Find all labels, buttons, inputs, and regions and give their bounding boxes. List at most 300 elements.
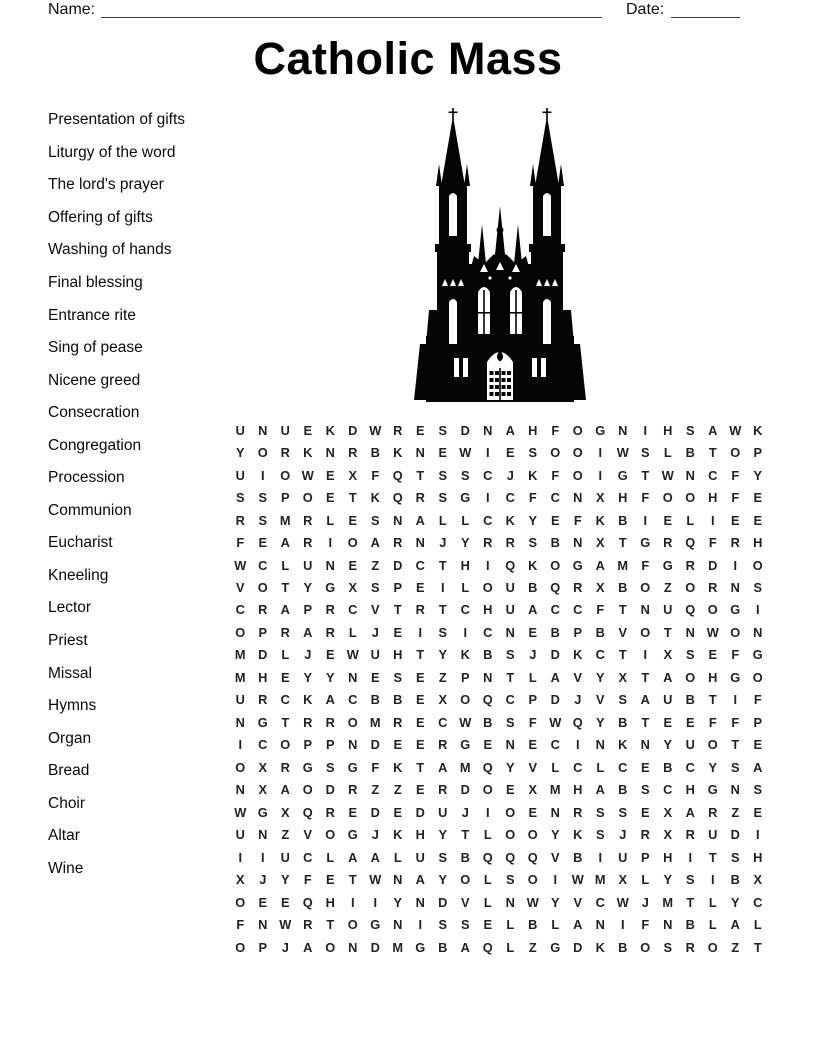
grid-letter: B — [393, 692, 403, 708]
grid-letter: E — [325, 872, 335, 888]
grid-letter: W — [616, 894, 629, 910]
grid-letter: G — [347, 759, 358, 775]
grid-letter: G — [617, 467, 628, 483]
grid-letter: E — [348, 512, 358, 528]
grid-letter: N — [730, 782, 740, 798]
grid-letter: H — [708, 669, 718, 685]
grid-letter: O — [482, 580, 493, 596]
grid-letter: N — [348, 939, 358, 955]
grid-letter: Q — [482, 939, 493, 955]
grid-letter: K — [370, 490, 380, 506]
grid-letter: K — [618, 737, 628, 753]
grid-letter: I — [575, 737, 580, 753]
grid-letter: R — [415, 490, 425, 506]
grid-letter: N — [325, 557, 335, 573]
grid-letter: C — [348, 692, 358, 708]
grid-letter: W — [459, 445, 472, 461]
grid-letter: Z — [438, 669, 447, 685]
grid-letter: G — [302, 759, 313, 775]
grid-letter: Y — [595, 714, 605, 730]
grid-letter: S — [685, 422, 695, 438]
grid-letter: C — [235, 602, 245, 618]
grid-letter: C — [483, 512, 493, 528]
grid-letter: O — [257, 580, 268, 596]
grid-letter: E — [393, 737, 403, 753]
grid-letter: M — [459, 759, 471, 775]
grid-letter: B — [618, 782, 628, 798]
grid-letter: I — [485, 490, 490, 506]
grid-letter: E — [483, 737, 493, 753]
grid-letter: U — [235, 422, 245, 438]
grid-letter: Q — [482, 692, 493, 708]
grid-letter: E — [258, 535, 268, 551]
grid-letter: X — [663, 804, 673, 820]
word-item: Procession — [48, 469, 125, 487]
grid-letter: V — [595, 692, 605, 708]
grid-letter: O — [640, 624, 651, 640]
grid-letter: I — [373, 894, 378, 910]
grid-letter: C — [685, 759, 695, 775]
grid-letter: I — [643, 512, 648, 528]
grid-letter: E — [640, 804, 650, 820]
grid-letter: C — [595, 894, 605, 910]
grid-letter: A — [640, 692, 650, 708]
grid-letter: I — [260, 849, 265, 865]
grid-letter: C — [303, 849, 313, 865]
grid-letter: F — [236, 917, 245, 933]
grid-letter: F — [528, 714, 537, 730]
grid-letter: M — [369, 714, 381, 730]
grid-letter: H — [460, 557, 470, 573]
grid-letter: L — [708, 894, 717, 910]
grid-letter: U — [415, 849, 425, 865]
grid-letter: E — [415, 692, 425, 708]
grid-letter: X — [280, 804, 290, 820]
grid-letter: T — [348, 490, 357, 506]
grid-letter: Q — [392, 490, 403, 506]
grid-letter: M — [392, 939, 404, 955]
grid-letter: X — [595, 580, 605, 596]
grid-letter: E — [415, 580, 425, 596]
grid-letter: O — [685, 580, 696, 596]
grid-letter: J — [371, 827, 379, 843]
grid-letter: A — [685, 804, 695, 820]
grid-letter: K — [393, 759, 403, 775]
grid-letter: I — [485, 804, 490, 820]
grid-letter: S — [663, 939, 673, 955]
grid-letter: U — [505, 602, 515, 618]
grid-letter: I — [755, 827, 760, 843]
grid-letter: S — [618, 804, 628, 820]
date-label: Date: — [626, 1, 665, 18]
grid-letter: L — [506, 939, 515, 955]
grid-letter: W — [301, 467, 314, 483]
grid-letter: R — [505, 535, 515, 551]
grid-letter: F — [641, 917, 650, 933]
grid-letter: Q — [685, 535, 696, 551]
grid-letter: R — [280, 445, 290, 461]
grid-letter: T — [281, 714, 290, 730]
grid-letter: S — [640, 782, 650, 798]
grid-letter: S — [640, 445, 650, 461]
grid-letter: G — [730, 669, 741, 685]
grid-letter: Q — [505, 557, 516, 573]
grid-letter: G — [752, 647, 763, 663]
word-item: Liturgy of the word — [48, 143, 176, 161]
grid-letter: K — [460, 647, 470, 663]
grid-letter: O — [640, 580, 651, 596]
grid-letter: B — [685, 917, 695, 933]
grid-letter: O — [505, 827, 516, 843]
grid-letter: O — [707, 737, 718, 753]
grid-letter: H — [483, 602, 493, 618]
grid-letter: O — [257, 445, 268, 461]
grid-letter: E — [663, 512, 673, 528]
grid-letter: V — [528, 759, 538, 775]
grid-letter: C — [415, 557, 425, 573]
grid-letter: R — [258, 602, 268, 618]
grid-letter: B — [483, 714, 493, 730]
grid-letter: K — [528, 557, 538, 573]
grid-letter: H — [393, 647, 403, 663]
grid-letter: W — [234, 804, 247, 820]
grid-letter: G — [572, 557, 583, 573]
grid-letter: N — [415, 894, 425, 910]
grid-letter: U — [663, 602, 673, 618]
grid-letter: C — [258, 737, 268, 753]
grid-letter: F — [641, 490, 650, 506]
grid-letter: O — [347, 714, 358, 730]
grid-letter: O — [662, 490, 673, 506]
grid-letter: C — [573, 759, 583, 775]
grid-letter: N — [415, 445, 425, 461]
grid-letter: Z — [371, 557, 380, 573]
grid-letter: A — [595, 557, 605, 573]
grid-letter: G — [707, 782, 718, 798]
name-blank-line — [101, 1, 602, 18]
grid-letter: U — [370, 647, 380, 663]
grid-letter: O — [325, 827, 336, 843]
grid-letter: O — [235, 894, 246, 910]
grid-letter: E — [370, 669, 380, 685]
grid-letter: W — [459, 714, 472, 730]
grid-letter: T — [753, 939, 762, 955]
grid-letter: P — [258, 624, 268, 640]
grid-letter: O — [685, 490, 696, 506]
grid-letter: N — [348, 737, 358, 753]
grid-letter: U — [685, 737, 695, 753]
grid-letter: T — [618, 602, 627, 618]
grid-letter: S — [685, 647, 695, 663]
grid-letter: F — [596, 602, 605, 618]
grid-letter: I — [350, 894, 355, 910]
grid-letter: A — [663, 669, 673, 685]
grid-letter: N — [348, 669, 358, 685]
grid-letter: W — [526, 894, 539, 910]
grid-letter: R — [325, 804, 335, 820]
grid-letter: D — [370, 939, 380, 955]
grid-letter: N — [483, 422, 493, 438]
grid-letter: N — [325, 445, 335, 461]
grid-letter: R — [640, 827, 650, 843]
grid-letter: P — [640, 849, 650, 865]
grid-letter: J — [619, 827, 627, 843]
grid-letter: E — [258, 894, 268, 910]
grid-letter: I — [710, 512, 715, 528]
grid-letter: Z — [371, 782, 380, 798]
grid-letter: K — [393, 445, 403, 461]
grid-letter: U — [280, 422, 290, 438]
grid-letter: Q — [482, 849, 493, 865]
grid-letter: E — [438, 445, 448, 461]
grid-letter: B — [573, 849, 583, 865]
grid-letter: Y — [550, 894, 560, 910]
grid-letter: A — [550, 669, 560, 685]
grid-letter: Y — [303, 580, 313, 596]
grid-letter: S — [730, 759, 740, 775]
grid-letter: L — [348, 624, 357, 640]
grid-letter: G — [370, 917, 381, 933]
grid-letter: E — [528, 737, 538, 753]
grid-letter: E — [640, 759, 650, 775]
grid-letter: P — [303, 737, 313, 753]
grid-letter: T — [438, 602, 447, 618]
grid-letter: W — [279, 917, 292, 933]
word-item: Bread — [48, 762, 90, 780]
grid-letter: X — [753, 872, 763, 888]
grid-letter: B — [618, 580, 628, 596]
grid-letter: Z — [731, 939, 740, 955]
grid-letter: V — [618, 624, 628, 640]
grid-letter: O — [235, 624, 246, 640]
grid-letter: L — [708, 917, 717, 933]
grid-letter: C — [280, 692, 290, 708]
grid-letter: E — [415, 737, 425, 753]
grid-letter: B — [550, 535, 560, 551]
grid-letter: O — [325, 939, 336, 955]
grid-letter: G — [347, 827, 358, 843]
grid-letter: E — [415, 782, 425, 798]
grid-letter: T — [618, 535, 627, 551]
grid-letter: P — [258, 939, 268, 955]
grid-letter: N — [573, 490, 583, 506]
grid-letter: R — [573, 804, 583, 820]
grid-letter: S — [730, 849, 740, 865]
grid-letter: K — [303, 692, 313, 708]
grid-letter: E — [505, 782, 515, 798]
grid-letter: E — [753, 490, 763, 506]
grid-letter: O — [347, 535, 358, 551]
grid-letter: C — [258, 557, 268, 573]
grid-letter: N — [393, 512, 403, 528]
grid-letter: S — [528, 445, 538, 461]
grid-letter: H — [708, 490, 718, 506]
grid-letter: Z — [393, 782, 402, 798]
grid-letter: E — [280, 669, 290, 685]
grid-letter: C — [483, 624, 493, 640]
grid-letter: Y — [303, 669, 313, 685]
grid-letter: H — [415, 827, 425, 843]
grid-letter: A — [438, 759, 448, 775]
grid-letter: R — [325, 624, 335, 640]
grid-letter: M — [234, 669, 246, 685]
grid-letter: V — [573, 669, 583, 685]
grid-letter: E — [303, 422, 313, 438]
grid-letter: B — [528, 580, 538, 596]
grid-letter: C — [618, 759, 628, 775]
grid-letter: N — [730, 580, 740, 596]
grid-letter: T — [641, 467, 650, 483]
grid-letter: U — [505, 580, 515, 596]
grid-letter: W — [616, 445, 629, 461]
grid-letter: S — [438, 422, 448, 438]
grid-letter: Z — [281, 827, 290, 843]
grid-letter: J — [371, 624, 379, 640]
grid-letter: N — [393, 917, 403, 933]
page-title: Catholic Mass — [253, 33, 563, 84]
grid-letter: C — [595, 647, 605, 663]
grid-letter: R — [438, 737, 448, 753]
grid-letter: I — [328, 535, 333, 551]
grid-letter: R — [303, 535, 313, 551]
grid-letter: M — [594, 872, 606, 888]
grid-letter: I — [418, 917, 423, 933]
grid-letter: S — [505, 714, 515, 730]
grid-letter: P — [460, 669, 470, 685]
grid-letter: E — [753, 804, 763, 820]
grid-letter: B — [370, 445, 380, 461]
grid-letter: D — [460, 422, 470, 438]
grid-letter: E — [663, 714, 673, 730]
grid-letter: S — [235, 490, 245, 506]
grid-letter: S — [460, 917, 470, 933]
grid-letter: V — [460, 894, 470, 910]
grid-letter: P — [528, 692, 538, 708]
grid-letter: D — [708, 557, 718, 573]
grid-letter: F — [731, 467, 740, 483]
grid-letter: T — [618, 647, 627, 663]
grid-letter: O — [482, 782, 493, 798]
grid-letter: U — [618, 849, 628, 865]
grid-letter: E — [393, 804, 403, 820]
grid-letter: O — [280, 467, 291, 483]
grid-letter: A — [370, 535, 380, 551]
grid-letter: F — [641, 557, 650, 573]
grid-letter: S — [258, 490, 268, 506]
grid-letter: Y — [235, 445, 245, 461]
grid-letter: C — [753, 894, 763, 910]
grid-letter: C — [550, 490, 560, 506]
grid-letter: A — [505, 422, 515, 438]
grid-letter: N — [235, 782, 245, 798]
grid-letter: X — [663, 827, 673, 843]
grid-letter: L — [528, 669, 537, 685]
grid-letter: Y — [280, 872, 290, 888]
grid-letter: L — [461, 512, 470, 528]
grid-letter: G — [460, 490, 471, 506]
grid-letter: E — [505, 445, 515, 461]
grid-letter: U — [663, 692, 673, 708]
grid-letter: A — [303, 624, 313, 640]
grid-letter: O — [505, 804, 516, 820]
grid-letter: F — [731, 490, 740, 506]
grid-letter: Q — [302, 894, 313, 910]
grid-letter: Q — [482, 759, 493, 775]
word-item: Nicene greed — [48, 371, 141, 389]
word-item: Sing of pease — [48, 339, 143, 357]
grid-letter: O — [640, 939, 651, 955]
grid-letter: T — [663, 624, 672, 640]
grid-letter: E — [348, 557, 358, 573]
word-item: Presentation of gifts — [48, 111, 185, 129]
grid-letter: G — [595, 422, 606, 438]
grid-letter: Y — [708, 759, 718, 775]
grid-letter: J — [574, 692, 582, 708]
grid-letter: I — [238, 849, 243, 865]
grid-letter: E — [708, 647, 718, 663]
grid-letter: B — [370, 692, 380, 708]
grid-letter: S — [370, 512, 380, 528]
grid-letter: N — [753, 624, 763, 640]
grid-letter: O — [527, 827, 538, 843]
grid-letter: J — [259, 872, 267, 888]
word-item: Hymns — [48, 697, 97, 715]
grid-letter: R — [685, 827, 695, 843]
grid-letter: J — [439, 535, 447, 551]
grid-letter: E — [415, 714, 425, 730]
grid-letter: K — [303, 445, 313, 461]
grid-letter: N — [595, 917, 605, 933]
name-label: Name: — [48, 1, 96, 18]
grid-letter: Q — [550, 580, 561, 596]
grid-letter: B — [730, 872, 740, 888]
grid-letter: S — [438, 917, 448, 933]
word-item: The lord's prayer — [48, 176, 164, 194]
grid-letter: J — [281, 939, 289, 955]
grid-letter: G — [460, 737, 471, 753]
grid-letter: T — [506, 669, 515, 685]
grid-letter: L — [483, 894, 492, 910]
grid-letter: C — [460, 602, 470, 618]
grid-letter: F — [236, 535, 245, 551]
grid-letter: U — [708, 827, 718, 843]
grid-letter: E — [483, 917, 493, 933]
grid-letter: C — [573, 602, 583, 618]
grid-letter: O — [460, 692, 471, 708]
grid-letter: P — [753, 714, 763, 730]
grid-letter: S — [438, 490, 448, 506]
grid-letter: A — [370, 849, 380, 865]
grid-letter: O — [572, 467, 583, 483]
grid-letter: J — [506, 467, 514, 483]
grid-letter: S — [528, 535, 538, 551]
grid-letter: L — [506, 917, 515, 933]
grid-letter: K — [505, 512, 515, 528]
grid-letter: Y — [595, 669, 605, 685]
word-item: Final blessing — [48, 274, 143, 291]
grid-letter: I — [553, 872, 558, 888]
grid-letter: D — [393, 557, 403, 573]
grid-letter: X — [663, 647, 673, 663]
grid-letter: W — [234, 557, 247, 573]
grid-letter: O — [752, 669, 763, 685]
grid-letter: J — [304, 647, 312, 663]
grid-letter: S — [595, 804, 605, 820]
grid-letter: R — [393, 535, 403, 551]
grid-letter: I — [688, 849, 693, 865]
grid-letter: O — [527, 872, 538, 888]
grid-letter: W — [549, 714, 562, 730]
